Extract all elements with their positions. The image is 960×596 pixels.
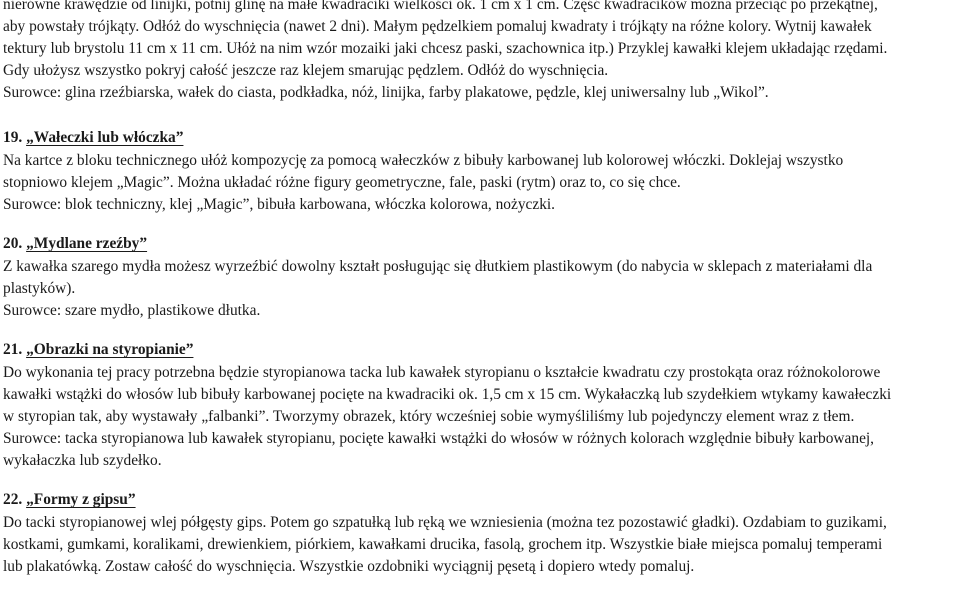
section-21	[3, 338, 955, 472]
intro-paragraph	[3, 0, 955, 104]
section-heading	[3, 126, 955, 150]
text-line: tektury lub brystolu 11 cm x 11 cm. Ułóż na nim wzór mozaiki jaki chcesz paski, szachownica itp.) Przyklej kawałki klejem układając rzędami.	[3, 40, 888, 57]
text-line: plastyków).	[3, 280, 76, 297]
section-heading	[3, 232, 955, 256]
text-line: Z kawałka szarego mydła możesz wyrzeźbić dowolny kształt posługując się dłutkiem plastikowym (do nabycia w sklepach z materiałami dla	[3, 258, 873, 275]
section-19	[3, 126, 955, 216]
text-line: stopniowo klejem „Magic”. Można układać różne figury geometryczne, fale, paski (rytm) oraz to, co się chce.	[3, 174, 681, 191]
text-line: w styropian tak, aby wystawały „falbanki”. Tworzymy obrazek, który wcześniej sobie wymyśliliśmy lub pojedynczy element wraz z tłem.	[3, 408, 855, 425]
section-20	[3, 232, 955, 322]
document-page	[3, 0, 955, 578]
text-line: Surowce: glina rzeźbiarska, wałek do ciasta, podkładka, nóż, linijka, farby plakatowe, pędzle, klej uniwersalny lub „Wikol”.	[3, 84, 769, 101]
section-number: 19.	[3, 129, 23, 146]
text-line: lub plakatówką. Zostaw całość do wyschnięcia. Wszystkie ozdobniki wyciągnij pęsetą i dopiero wtedy pomaluj.	[3, 558, 695, 575]
text-line: Surowce: szare mydło, plastikowe dłutka.	[3, 302, 261, 319]
section-number: 21.	[3, 341, 23, 358]
text-line: Surowce: blok techniczny, klej „Magic”, bibuła karbowana, włóczka kolorowa, nożyczki.	[3, 196, 556, 213]
section-number: 20.	[3, 235, 23, 252]
text-line: kostkami, gumkami, koralikami, drewienkiem, piórkiem, kawałkami drucika, fasolą, grochem itp. Wszystkie białe miejsca pomaluj temperami	[3, 536, 883, 553]
section-title: „Obrazki na styropianie”	[26, 341, 194, 358]
text-line: wykałaczka lub szydełko.	[3, 452, 162, 469]
text-line: aby powstały trójkąty. Odłóż do wyschnięcia (nawet 2 dni). Małym pędzelkiem pomaluj kwadraty i trójkąty na różne kolory. Wytnij kawałek	[3, 18, 872, 35]
section-number: 22.	[3, 491, 23, 508]
section-22	[3, 488, 955, 578]
section-title: „Mydlane rzeźby”	[26, 235, 148, 252]
section-title: „Wałeczki lub włóczka”	[26, 129, 184, 146]
text-line: kawałki wstążki do włosów lub bibuły karbowanej pocięte na kwadraciki ok. 1,5 cm x 15 cm. Wykałaczką lub szydełkiem wtykamy kawałeczki	[3, 386, 892, 403]
text-line: Gdy ułożysz wszystko pokryj całość jeszcze raz klejem smarując pędzlem. Odłóż do wyschnięcia.	[3, 62, 609, 79]
section-heading	[3, 488, 955, 512]
section-heading	[3, 338, 955, 362]
text-line: Surowce: tacka styropianowa lub kawałek styropianu, pocięte kawałki wstążki do włosów w różnych kolorach względnie bibuły karbowanej,	[3, 430, 875, 447]
section-title: „Formy z gipsu”	[26, 491, 136, 508]
text-line: Do wykonania tej pracy potrzebna będzie styropianowa tacka lub kawałek styropianu o kształcie kwadratu czy prostokąta oraz różnokolorowe	[3, 364, 881, 381]
text-line: Na kartce z bloku technicznego ułóż kompozycję za pomocą wałeczków z bibuły karbowanej lub kolorowej włóczki. Doklejaj wszystko	[3, 152, 844, 169]
text-line: Do tacki styropianowej wlej półgęsty gips. Potem go szpatułką lub ręką we wzniesienia (można tez pozostawić gładki). Ozdabiam to guzikami,	[3, 514, 887, 531]
text-line: nierówne krawędzie od linijki, potnij glinę na małe kwadraciki wielkości ok. 1 cm x 1 cm. Część kwadracików można przeciąć po przekątnej,	[3, 0, 878, 13]
